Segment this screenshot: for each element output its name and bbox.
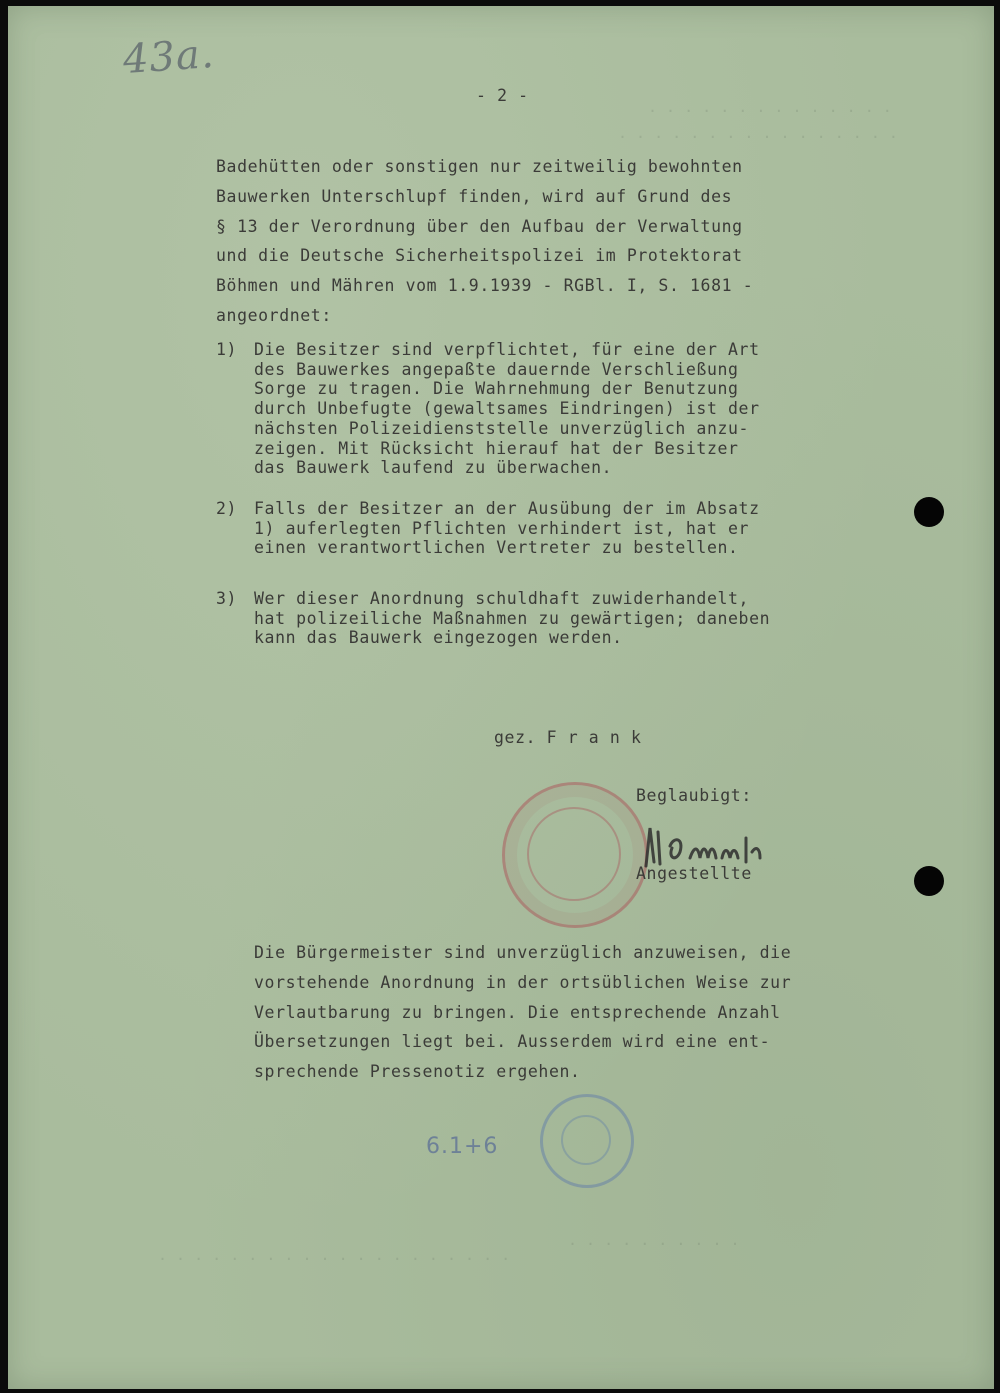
list-item-line: Die Besitzer sind verpflichtet, für eine der Art — [254, 340, 760, 359]
list-item-line: durch Unbefugte (gewaltsames Eindringen) ist der — [254, 399, 760, 419]
intro-line: Badehütten oder sonstigen nur zeitweilig bewohnten — [216, 157, 743, 176]
list-item-number: 3) — [216, 589, 238, 608]
list-item-number: 1) — [216, 340, 238, 359]
page-number: - 2 - — [476, 86, 529, 105]
bleed-through-text: . . . . . . . . . . . . . . — [648, 98, 892, 116]
list-item-line: 1) auferlegten Pflichten verhindert ist, hat er — [254, 518, 750, 538]
certified-label: Beglaubigt: — [636, 786, 752, 805]
list-item-line: Wer dieser Anordnung schuldhaft zuwiderhandelt, — [254, 589, 750, 608]
intro-line: Bauwerken Unterschlupf finden, wird auf Grund des — [216, 186, 733, 206]
red-seal-stamp — [502, 782, 648, 928]
list-item-line: hat polizeiliche Maßnahmen zu gewärtigen; daneben — [254, 608, 771, 628]
bleed-through-text: . . . . . . . . . . — [568, 1231, 740, 1249]
list-item-2 — [216, 499, 760, 558]
employee-label: Angestellte — [636, 864, 752, 883]
intro-line: und die Deutsche Sicherheitspolizei im Protektorat — [216, 246, 743, 266]
intro-line: § 13 der Verordnung über den Aufbau der Verwaltung — [216, 216, 743, 236]
list-item-line: Sorge zu tragen. Die Wahrnehmung der Benutzung — [254, 379, 739, 399]
list-item-line: das Bauwerk laufend zu überwachen. — [254, 458, 613, 478]
closing-line: sprechende Pressenotiz ergehen. — [254, 1062, 581, 1082]
document-page — [8, 6, 994, 1389]
closing-line: vorstehende Anordnung in der ortsüblichen Weise zur — [254, 972, 792, 992]
list-item-line: Falls der Besitzer an der Ausübung der im Absatz — [254, 499, 760, 518]
list-item-line: des Bauwerkes angepaßte dauernde Verschließung — [254, 359, 739, 379]
list-item-number: 2) — [216, 499, 238, 518]
bleed-through-text: . . . . . . . . . . . . . . . . — [618, 124, 898, 142]
list-item-line: einen verantwortlichen Vertreter zu bestellen. — [254, 538, 739, 558]
reference-number: 6.1+6 — [426, 1134, 499, 1159]
list-item-1 — [216, 340, 760, 478]
archive-number: 43a. — [121, 30, 216, 84]
list-item-line: zeigen. Mit Rücksicht hierauf hat der Besitzer — [254, 438, 739, 458]
punch-hole — [914, 866, 944, 896]
bleed-through-text: . . . . . . . . . . . . . . . . . . . . — [158, 1246, 511, 1264]
blue-archive-stamp — [540, 1094, 634, 1188]
closing-line: Übersetzungen liegt bei. Ausserdem wird eine ent- — [254, 1032, 771, 1052]
intro-paragraph — [216, 152, 753, 331]
closing-line: Die Bürgermeister sind unverzüglich anzuweisen, die — [254, 943, 792, 962]
list-item-line: kann das Bauwerk eingezogen werden. — [254, 628, 623, 648]
signed-by: gez. F r a n k — [494, 728, 642, 747]
punch-hole — [914, 497, 944, 527]
list-item-line: nächsten Polizeidienststelle unverzüglich anzu- — [254, 418, 750, 438]
intro-line: angeordnet: — [216, 305, 332, 325]
closing-line: Verlautbarung zu bringen. Die entsprechende Anzahl — [254, 1002, 781, 1022]
list-item-3 — [216, 589, 770, 648]
closing-paragraph — [254, 938, 791, 1087]
intro-line: Böhmen und Mähren vom 1.9.1939 - RGBl. I, S. 1681 - — [216, 276, 754, 296]
